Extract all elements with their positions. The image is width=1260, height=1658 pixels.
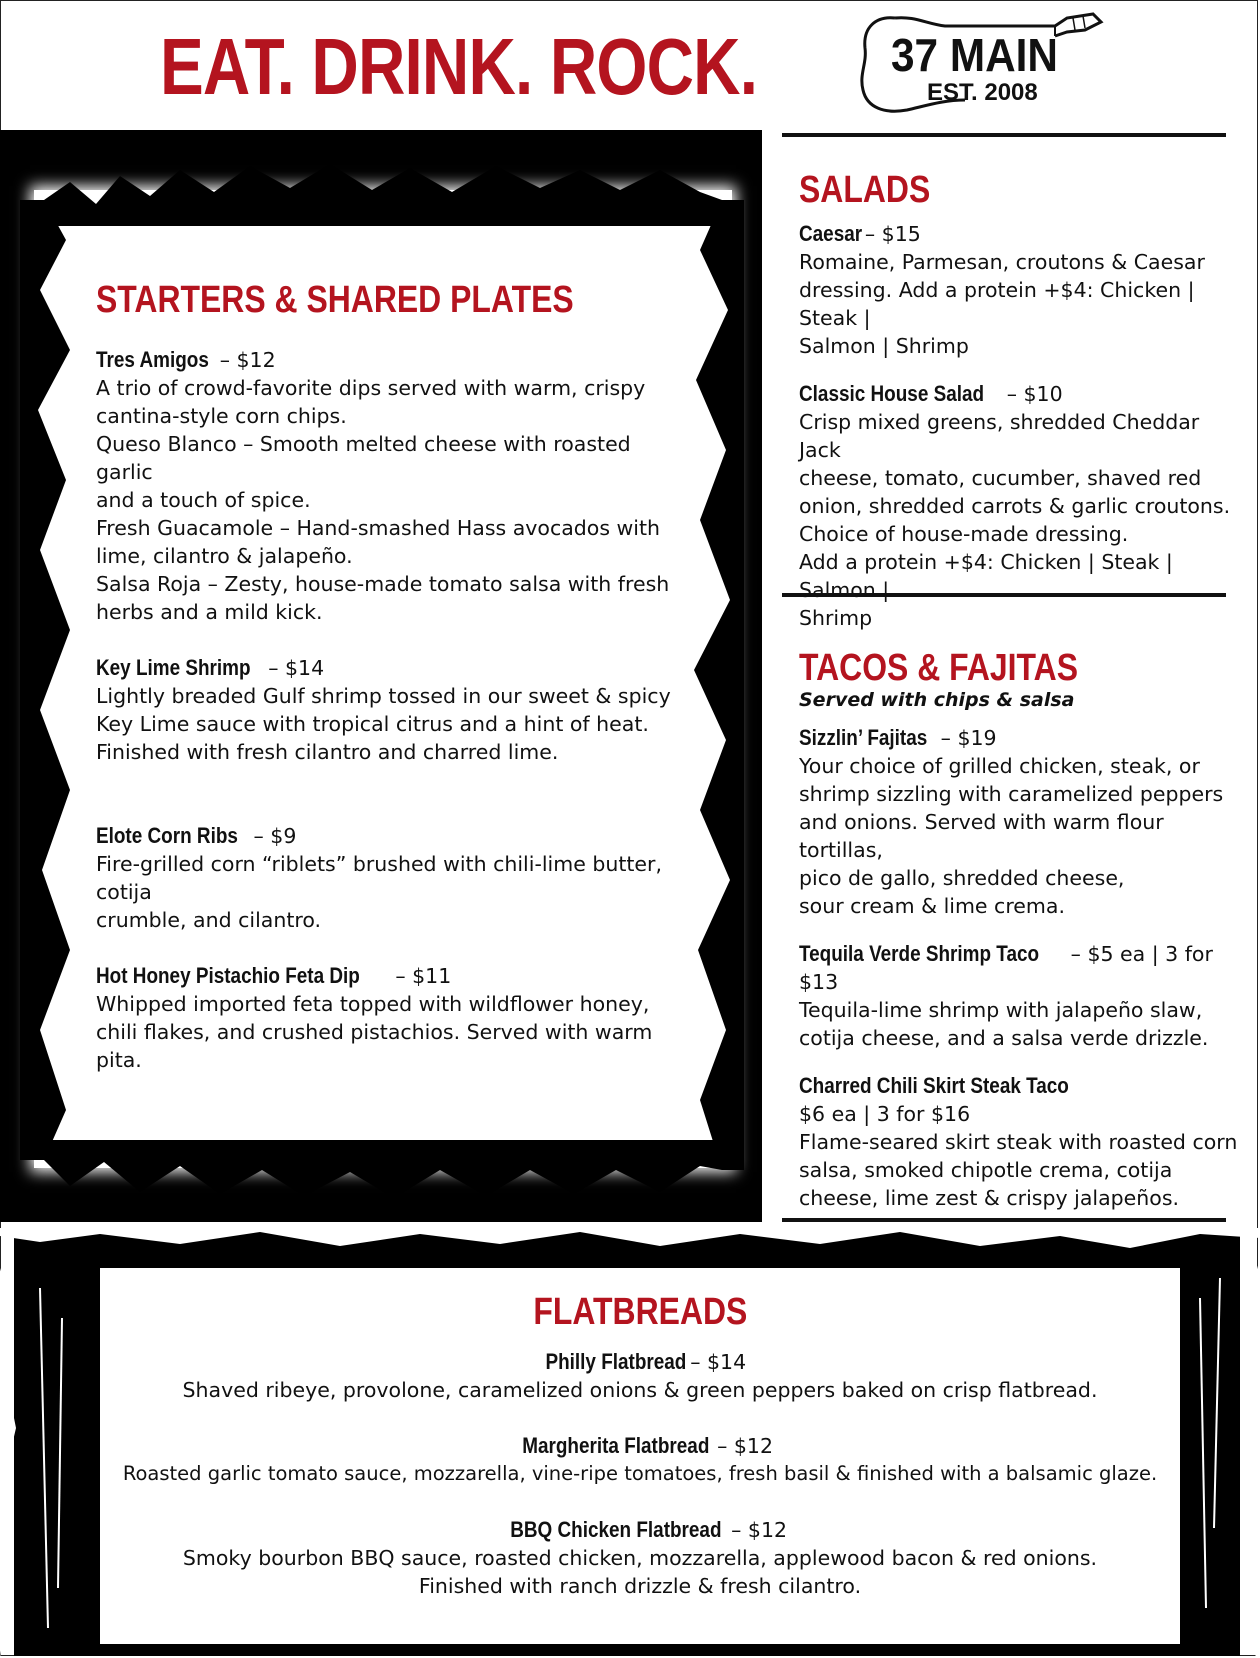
item-name: Sizzlin’ Fajitas	[799, 725, 928, 750]
menu-item	[100, 1348, 1180, 1404]
menu-item	[799, 724, 1239, 920]
item-price: – $12	[724, 1518, 788, 1542]
menu-item	[799, 380, 1239, 632]
item-description: Shaved ribeye, provolone, caramelized onions & green peppers baked on crisp flatbread.	[182, 1378, 1098, 1402]
menu-item	[96, 346, 686, 626]
flatbreads-title: FLATBREADS	[533, 1291, 747, 1333]
description-line: Salmon | Shrimp	[799, 334, 969, 358]
tacos-title: TACOS & FAJITAS	[799, 647, 1079, 689]
description-line: $6 ea | 3 for $16	[799, 1102, 971, 1126]
item-price: – $11	[388, 964, 452, 988]
tacos-section	[799, 646, 1239, 1212]
item-name: Classic House Salad	[799, 381, 985, 406]
item-name: Tequila Verde Shrimp Taco	[799, 941, 1040, 966]
item-name: Key Lime Shrimp	[96, 655, 251, 680]
item-price: – $5 ea | 3 for $13	[799, 942, 1213, 994]
item-price: – $9	[247, 824, 297, 848]
item-description: Finished with ranch drizzle & fresh cilantro.	[418, 1574, 862, 1598]
tagline: EAT. DRINK. ROCK.	[160, 22, 758, 111]
menu-item	[100, 1432, 1180, 1488]
salads-section	[799, 168, 1239, 632]
logo-name: 37 MAIN	[891, 29, 1058, 81]
description-line: cheese, tomato, cucumber, shaved red	[799, 466, 1202, 490]
item-description	[96, 850, 686, 934]
item-description	[799, 1100, 1239, 1212]
item-name: Philly Flatbread	[545, 1349, 687, 1374]
salads-title: SALADS	[799, 169, 931, 211]
item-description	[799, 996, 1239, 1052]
item-price: – $15	[858, 222, 921, 246]
item-name: Tres Amigos	[96, 347, 209, 372]
item-description	[96, 374, 686, 626]
item-description: Roasted garlic tomato sauce, mozzarella, vine-ripe tomatoes, fresh basil & finished with a balsamic glaze.	[122, 1462, 1158, 1485]
description-line: Finished with fresh cilantro and charred lime.	[96, 740, 559, 764]
description-line: Key Lime sauce with tropical citrus and a hint of heat.	[96, 712, 649, 736]
item-name: Hot Honey Pistachio Feta Dip	[96, 963, 360, 988]
description-line: Add a protein +$4: Chicken | Steak | Salmon |	[799, 550, 1173, 602]
flatbreads-section	[100, 1290, 1180, 1600]
description-line: Fire-grilled corn “riblets” brushed with chili-lime butter, cotija	[96, 852, 662, 904]
item-price: – $14	[683, 1350, 747, 1374]
description-line: Flame-seared skirt steak with roasted corn	[799, 1130, 1238, 1154]
menu-item	[100, 1516, 1180, 1600]
divider	[782, 133, 1226, 137]
item-name: Charred Chili Skirt Steak Taco	[799, 1073, 1069, 1098]
description-line: herbs and a mild kick.	[96, 600, 323, 624]
description-line: Tequila-lime shrimp with jalapeño slaw,	[799, 998, 1203, 1022]
description-line: lime, cilantro & jalapeño.	[96, 544, 353, 568]
description-line: cotija cheese, and a salsa verde drizzle.	[799, 1026, 1209, 1050]
description-line: Romaine, Parmesan, croutons & Caesar	[799, 250, 1205, 274]
item-description: Smoky bourbon BBQ sauce, roasted chicken, mozzarella, applewood bacon & red onions.	[182, 1546, 1098, 1570]
description-line: Shrimp	[799, 606, 873, 630]
item-name: BBQ Chicken Flatbread	[510, 1517, 722, 1542]
item-description	[799, 752, 1239, 920]
item-price: – $10	[1000, 382, 1063, 406]
description-line: Crisp mixed greens, shredded Cheddar Jack	[799, 410, 1200, 462]
description-line: chili flakes, and crushed pistachios. Served with warm pita.	[96, 1020, 653, 1072]
description-line: A trio of crowd-favorite dips served with warm, crispy	[96, 376, 646, 400]
description-line: onion, shredded carrots & garlic croutons.	[799, 494, 1231, 518]
item-description	[799, 408, 1239, 632]
item-name: Elote Corn Ribs	[96, 823, 238, 848]
item-price: – $19	[934, 726, 997, 750]
item-name: Margherita Flatbread	[522, 1433, 710, 1458]
description-line: salsa, smoked chipotle crema, cotija	[799, 1158, 1173, 1182]
description-line: cheese, lime zest & crispy jalapeños.	[799, 1186, 1180, 1210]
tacos-subtitle: Served with chips & salsa	[799, 689, 1075, 711]
description-line: Whipped imported feta topped with wildflower honey,	[96, 992, 650, 1016]
item-name: Caesar	[799, 221, 863, 246]
description-line: Salsa Roja – Zesty, house-made tomato salsa with fresh	[96, 572, 670, 596]
description-line: Choice of house-made dressing.	[799, 522, 1129, 546]
divider	[782, 1218, 1226, 1222]
description-line: Your choice of grilled chicken, steak, or	[799, 754, 1200, 778]
description-line: sour cream & lime crema.	[799, 894, 1065, 918]
menu-item	[799, 940, 1239, 1052]
menu-item	[799, 1072, 1239, 1212]
restaurant-logo	[855, 8, 1105, 120]
item-price: – $12	[710, 1434, 774, 1458]
description-line: and a touch of spice.	[96, 488, 311, 512]
description-line: Lightly breaded Gulf shrimp tossed in our sweet & spicy	[96, 684, 671, 708]
menu-item	[96, 822, 686, 934]
description-line: Fresh Guacamole – Hand-smashed Hass avocados with	[96, 516, 661, 540]
description-line: pico de gallo, shredded cheese,	[799, 866, 1125, 890]
menu-item	[96, 654, 686, 766]
description-line: crumble, and cilantro.	[96, 908, 322, 932]
menu-item	[96, 962, 686, 1074]
item-description	[799, 248, 1239, 360]
description-line: Queso Blanco – Smooth melted cheese with roasted garlic	[96, 432, 631, 484]
logo-established: EST. 2008	[927, 79, 1038, 106]
description-line: and onions. Served with warm flour tortillas,	[799, 810, 1164, 862]
item-description	[96, 990, 686, 1074]
description-line: cantina-style corn chips.	[96, 404, 347, 428]
menu-item	[799, 220, 1239, 360]
description-line: dressing. Add a protein +$4: Chicken | Steak |	[799, 278, 1195, 330]
item-price: – $12	[213, 348, 276, 372]
starters-title: STARTERS & SHARED PLATES	[96, 279, 574, 321]
item-description	[96, 682, 686, 766]
item-price: – $14	[261, 656, 325, 680]
description-line: shrimp sizzling with caramelized peppers	[799, 782, 1224, 806]
